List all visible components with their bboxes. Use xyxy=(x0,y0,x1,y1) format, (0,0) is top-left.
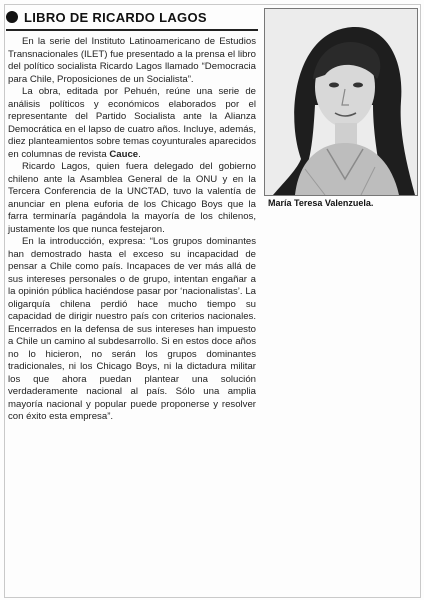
paragraph: En la serie del Instituto Latinoamericano de Estudios Transnacionales (ILET) fue presentado a la prensa el libro del político socialista Ricardo Lagos llamado “Democracia para Chile, Proposiciones de un Socialista”. xyxy=(8,36,256,85)
title-rule xyxy=(6,29,258,31)
paragraph: Ricardo Lagos, quien fuera delegado del gobierno chileno ante la Asamblea General de la ONU y en la Tercera Conferencia de la UNCTAD, tuvo la valentía de anunciar en plena euforia de los Chicago Boys que la farra terminaría pagándola la mayoría de los chilenos, justamente los que nunca festejaron. xyxy=(8,161,256,235)
magazine-name: Cauce xyxy=(109,148,139,160)
bullet-icon xyxy=(6,11,18,23)
article-header xyxy=(6,8,256,26)
paragraph-text: La obra, editada por Pehuén, reúne una serie de análisis políticos y económicos elaborados por el representante del Partido Socialista ante la Alianza Democrática en el lapso de cuatro años. Incluye, además, diez planteamientos sobre temas coyunturales aparecidos en columnas de revista xyxy=(8,86,256,160)
paragraph: En la introducción, expresa: “Los grupos dominantes han demostrado hasta el exceso su incapacidad de pensar a Chile como país. Incapaces de ver más allá de sus intereses personales o de grupo, intentan engañar a la opinión pública haciéndose pasar por ‘nacionalistas’. La oligarquía chilena perdió hace mucho tiempo su capacidad de dirigir nuestro país con criterios nacionales. Encerrados en la defensa de sus intereses han impuesto a Chile un camino al subdesarrollo. Si en estos doce años no lo hicieron, no serán los grupos dominantes tradicionales, ni los Chicago Boys, ni la dictadura militar los que ahora puedan plantear una solución verdaderamente nacional al país. Sólo una amplia mayoría nacional y popular puede proponerse y resolver con éxito esta empresa”. xyxy=(8,236,256,422)
portrait-photo xyxy=(264,8,418,196)
paragraph-tail: . xyxy=(138,148,141,160)
article-body xyxy=(8,36,256,424)
paragraph xyxy=(8,86,256,161)
article-title: LIBRO DE RICARDO LAGOS xyxy=(24,9,207,25)
photo-caption: María Teresa Valenzuela. xyxy=(268,198,374,208)
portrait-image xyxy=(265,9,417,195)
